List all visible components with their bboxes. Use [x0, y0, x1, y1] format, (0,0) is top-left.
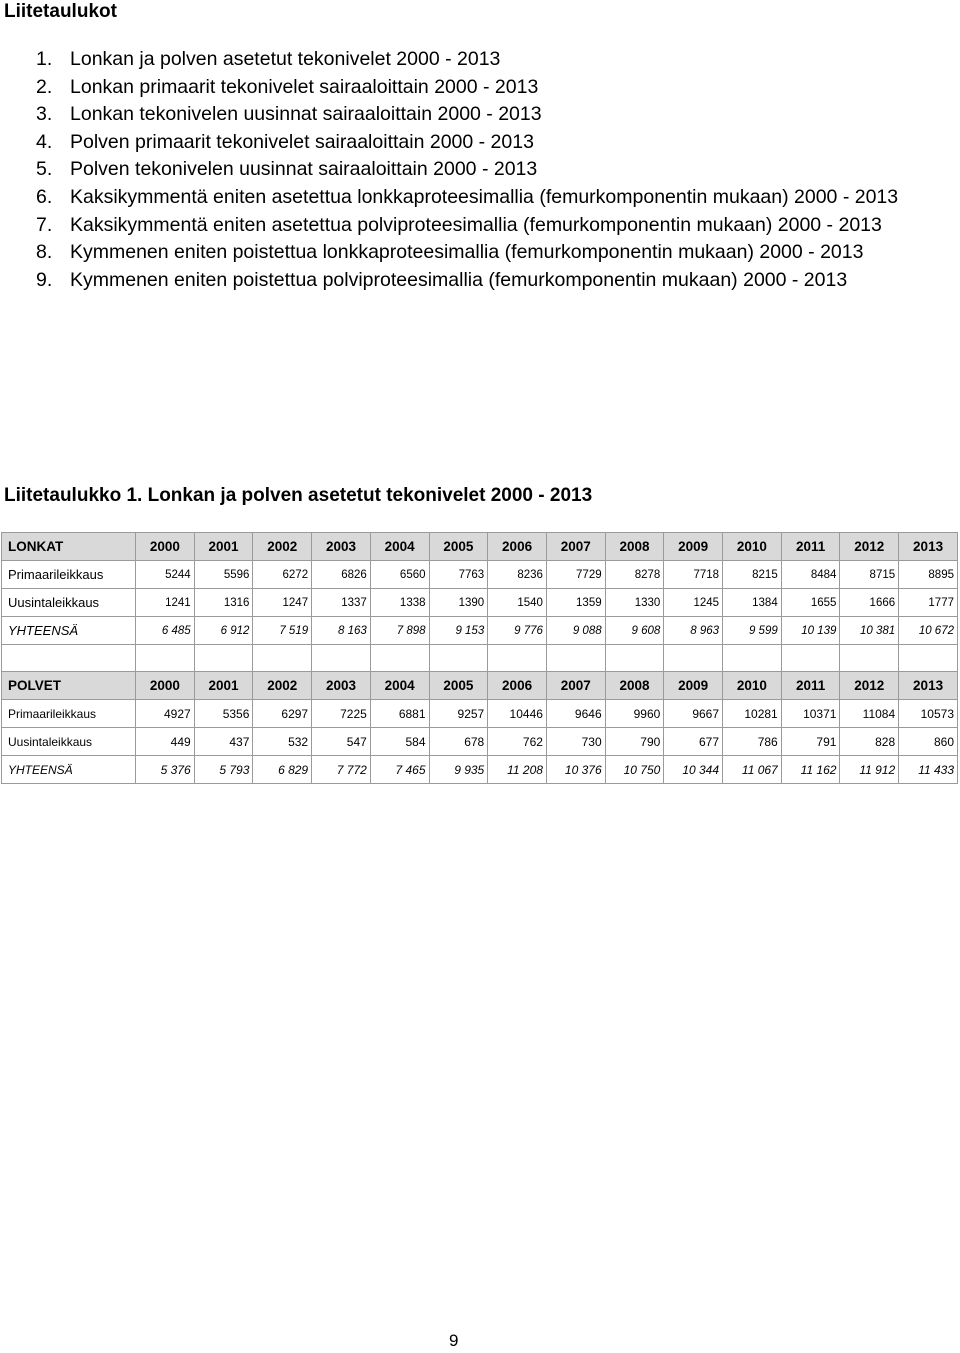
value-cell: 7729 — [546, 561, 605, 589]
empty-cell — [194, 645, 253, 672]
value-cell: 9 153 — [429, 617, 488, 645]
row-label-cell: Primaarileikkaus — [2, 561, 136, 589]
value-cell: 10 376 — [546, 756, 605, 784]
list-item-number: 6. — [36, 185, 53, 208]
row-label-cell: Uusintaleikkaus — [2, 589, 136, 617]
value-cell: 11 912 — [840, 756, 899, 784]
value-cell: 2012 — [840, 672, 899, 700]
value-cell: 6297 — [253, 700, 312, 728]
value-cell: 6826 — [312, 561, 371, 589]
value-cell: 5244 — [136, 561, 195, 589]
table-row — [2, 589, 958, 617]
value-cell: 1655 — [781, 589, 840, 617]
value-cell: 10 750 — [605, 756, 664, 784]
value-cell: 7718 — [664, 561, 723, 589]
list-item-text: Lonkan tekonivelen uusinnat sairaaloittain 2000 - 2013 — [70, 103, 542, 126]
appendix-table-list — [0, 46, 940, 294]
value-cell: 2010 — [723, 672, 782, 700]
value-cell: 6272 — [253, 561, 312, 589]
empty-cell — [2, 645, 136, 672]
value-cell: 1337 — [312, 589, 371, 617]
empty-cell — [664, 645, 723, 672]
value-cell: 1247 — [253, 589, 312, 617]
list-item-number: 9. — [36, 268, 53, 291]
row-label-cell: YHTEENSÄ — [2, 756, 136, 784]
value-cell: 9 608 — [605, 617, 664, 645]
empty-cell — [899, 645, 958, 672]
empty-cell — [370, 645, 429, 672]
value-cell: 2007 — [546, 672, 605, 700]
empty-cell — [781, 645, 840, 672]
value-cell: 5 376 — [136, 756, 195, 784]
value-cell: 5596 — [194, 561, 253, 589]
list-item — [0, 239, 940, 267]
value-cell: 2003 — [312, 672, 371, 700]
value-cell: 828 — [840, 728, 899, 756]
value-cell: 2002 — [253, 672, 312, 700]
value-cell: 9257 — [429, 700, 488, 728]
table-caption: Liitetaulukko 1. Lonkan ja polven asetetut tekonivelet 2000 - 2013 — [4, 485, 593, 506]
list-item-number: 1. — [36, 48, 53, 70]
value-cell: 8215 — [723, 561, 782, 589]
value-cell: 9 776 — [488, 617, 547, 645]
value-cell: 2005 — [429, 672, 488, 700]
value-cell: 2011 — [781, 672, 840, 700]
row-label-cell: Uusintaleikkaus — [2, 728, 136, 756]
value-cell: 2008 — [605, 672, 664, 700]
value-cell: 11 162 — [781, 756, 840, 784]
value-cell: 11 067 — [723, 756, 782, 784]
value-cell: 6 829 — [253, 756, 312, 784]
value-cell: 1359 — [546, 589, 605, 617]
value-cell: 547 — [312, 728, 371, 756]
list-item — [0, 129, 940, 157]
value-cell: 1540 — [488, 589, 547, 617]
table-row — [2, 561, 958, 589]
list-item-text: Kaksikymmentä eniten asetettua lonkkaproteesimallia (femurkomponentin mukaan) 2000 - 2013 — [70, 185, 899, 208]
value-cell: 8895 — [899, 561, 958, 589]
value-cell: 860 — [899, 728, 958, 756]
value-cell: 7 519 — [253, 617, 312, 645]
value-cell: 2003 — [312, 533, 371, 561]
value-cell: 9 599 — [723, 617, 782, 645]
value-cell: 5 793 — [194, 756, 253, 784]
header-row — [2, 672, 958, 700]
table-row — [2, 700, 958, 728]
value-cell: 8 963 — [664, 617, 723, 645]
value-cell: 1384 — [723, 589, 782, 617]
value-cell: 2006 — [488, 672, 547, 700]
value-cell: 2004 — [370, 533, 429, 561]
value-cell: 2013 — [899, 533, 958, 561]
value-cell: 2000 — [136, 672, 195, 700]
value-cell: 6 485 — [136, 617, 195, 645]
list-item-number: 5. — [36, 158, 53, 181]
value-cell: 2012 — [840, 533, 899, 561]
value-cell: 1390 — [429, 589, 488, 617]
value-cell: 2007 — [546, 533, 605, 561]
value-cell: 7763 — [429, 561, 488, 589]
empty-cell — [488, 645, 547, 672]
empty-cell — [546, 645, 605, 672]
value-cell: 532 — [253, 728, 312, 756]
value-cell: 8236 — [488, 561, 547, 589]
list-item-text: Polven primaarit tekonivelet sairaaloittain 2000 - 2013 — [70, 130, 534, 153]
value-cell: 2004 — [370, 672, 429, 700]
list-item-text: Polven tekonivelen uusinnat sairaaloittain 2000 - 2013 — [70, 158, 538, 181]
value-cell: 1330 — [605, 589, 664, 617]
page-heading: Liitetaulukot — [4, 1, 117, 22]
value-cell: 8484 — [781, 561, 840, 589]
value-cell: 9646 — [546, 700, 605, 728]
list-item-number: 2. — [36, 75, 53, 98]
list-item-number: 4. — [36, 130, 53, 153]
value-cell: 7 465 — [370, 756, 429, 784]
value-cell: 8715 — [840, 561, 899, 589]
value-cell: 11084 — [840, 700, 899, 728]
value-cell: 2006 — [488, 533, 547, 561]
empty-cell — [253, 645, 312, 672]
value-cell: 2005 — [429, 533, 488, 561]
header-row — [2, 533, 958, 561]
value-cell: 7 772 — [312, 756, 371, 784]
value-cell: 2000 — [136, 533, 195, 561]
empty-cell — [605, 645, 664, 672]
value-cell: 10 344 — [664, 756, 723, 784]
value-cell: 10 139 — [781, 617, 840, 645]
list-item — [0, 184, 940, 212]
value-cell: 790 — [605, 728, 664, 756]
value-cell: 677 — [664, 728, 723, 756]
list-item-text: Kaksikymmentä eniten asetettua polviproteesimallia (femurkomponentin mukaan) 2000 - 2013 — [70, 213, 882, 236]
value-cell: 11 208 — [488, 756, 547, 784]
value-cell: 1241 — [136, 589, 195, 617]
value-cell: 9960 — [605, 700, 664, 728]
value-cell: 8278 — [605, 561, 664, 589]
value-cell: 1777 — [899, 589, 958, 617]
page-number: 9 — [449, 1331, 459, 1350]
value-cell: 2009 — [664, 533, 723, 561]
list-item-text: Kymmenen eniten poistettua lonkkaproteesimallia (femurkomponentin mukaan) 2000 - 2013 — [70, 241, 864, 264]
table-row — [2, 756, 958, 784]
value-cell: 10573 — [899, 700, 958, 728]
value-cell: 1245 — [664, 589, 723, 617]
value-cell: 437 — [194, 728, 253, 756]
value-cell: 786 — [723, 728, 782, 756]
value-cell: 2008 — [605, 533, 664, 561]
value-cell: 5356 — [194, 700, 253, 728]
empty-cell — [312, 645, 371, 672]
value-cell: 10281 — [723, 700, 782, 728]
value-cell: 10 381 — [840, 617, 899, 645]
empty-cell — [723, 645, 782, 672]
value-cell: 762 — [488, 728, 547, 756]
table-row — [2, 728, 958, 756]
list-item-number: 8. — [36, 241, 53, 264]
value-cell: 2009 — [664, 672, 723, 700]
list-item — [0, 212, 940, 240]
value-cell: 10446 — [488, 700, 547, 728]
empty-cell — [136, 645, 195, 672]
row-label-cell: YHTEENSÄ — [2, 617, 136, 645]
list-item — [0, 46, 940, 74]
value-cell: 2001 — [194, 672, 253, 700]
list-item-number: 3. — [36, 103, 53, 126]
list-item — [0, 156, 940, 184]
value-cell: 9667 — [664, 700, 723, 728]
value-cell: 2013 — [899, 672, 958, 700]
value-cell: 678 — [429, 728, 488, 756]
value-cell: 1666 — [840, 589, 899, 617]
value-cell: 1316 — [194, 589, 253, 617]
row-label-cell: POLVET — [2, 672, 136, 700]
list-item-text: Lonkan ja polven asetetut tekonivelet 2000 - 2013 — [70, 48, 501, 70]
empty-cell — [840, 645, 899, 672]
value-cell: 7 898 — [370, 617, 429, 645]
value-cell: 449 — [136, 728, 195, 756]
row-label-cell: LONKAT — [2, 533, 136, 561]
value-cell: 730 — [546, 728, 605, 756]
list-item — [0, 101, 940, 129]
value-cell: 9 935 — [429, 756, 488, 784]
list-item — [0, 74, 940, 102]
row-label-cell: Primaarileikkaus — [2, 700, 136, 728]
value-cell: 2010 — [723, 533, 782, 561]
list-item — [0, 267, 940, 295]
value-cell: 6560 — [370, 561, 429, 589]
value-cell: 1338 — [370, 589, 429, 617]
spacer-row — [2, 645, 958, 672]
value-cell: 7225 — [312, 700, 371, 728]
value-cell: 4927 — [136, 700, 195, 728]
value-cell: 791 — [781, 728, 840, 756]
value-cell: 2002 — [253, 533, 312, 561]
value-cell: 11 433 — [899, 756, 958, 784]
list-item-text: Kymmenen eniten poistettua polviproteesimallia (femurkomponentin mukaan) 2000 - 2013 — [70, 268, 848, 291]
value-cell: 6881 — [370, 700, 429, 728]
value-cell: 8 163 — [312, 617, 371, 645]
value-cell: 6 912 — [194, 617, 253, 645]
list-item-number: 7. — [36, 213, 53, 236]
table-row — [2, 617, 958, 645]
value-cell: 10371 — [781, 700, 840, 728]
value-cell: 10 672 — [899, 617, 958, 645]
value-cell: 2011 — [781, 533, 840, 561]
prosthesis-table — [1, 532, 958, 784]
value-cell: 9 088 — [546, 617, 605, 645]
value-cell: 584 — [370, 728, 429, 756]
empty-cell — [429, 645, 488, 672]
value-cell: 2001 — [194, 533, 253, 561]
list-item-text: Lonkan primaarit tekonivelet sairaaloittain 2000 - 2013 — [70, 75, 539, 98]
